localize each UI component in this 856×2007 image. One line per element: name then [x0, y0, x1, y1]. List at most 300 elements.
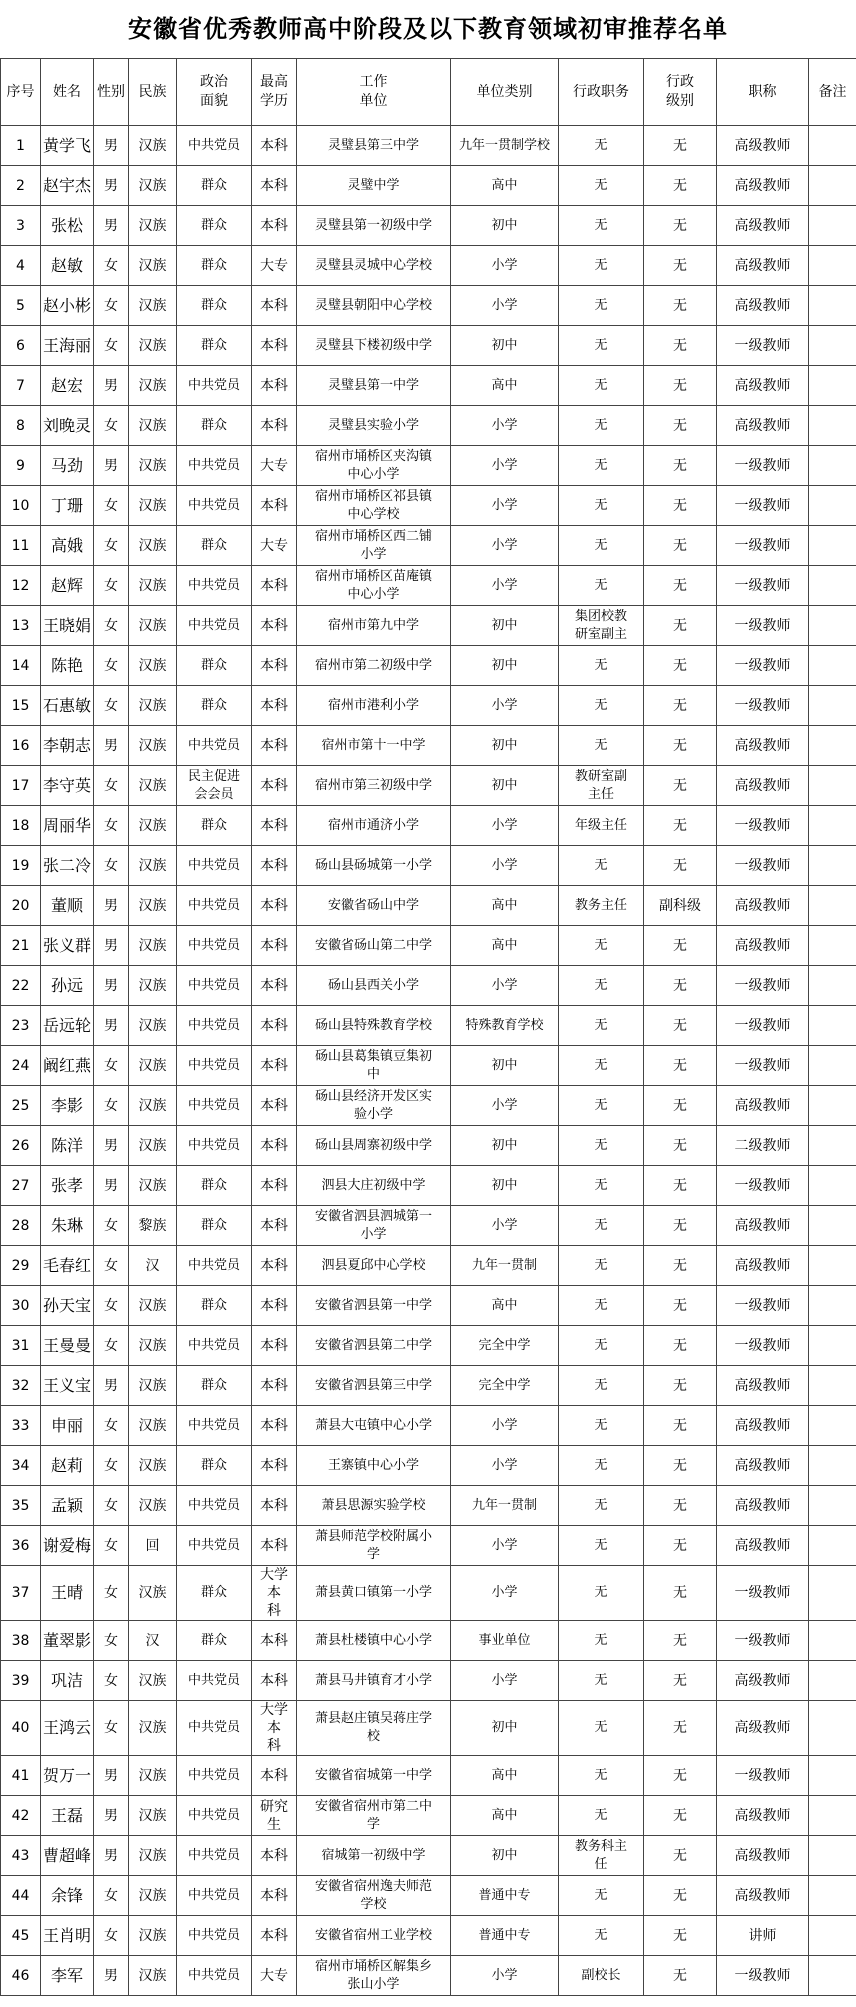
col-workplace-cell: 安徽省泗县第三中学: [297, 1366, 451, 1406]
col-gender-cell: 男: [94, 1126, 129, 1166]
col-remark-cell: [809, 1836, 856, 1876]
col-name-cell: 张孝: [41, 1166, 94, 1206]
col-admin-post-header: 行政职务: [559, 59, 644, 126]
col-index-cell: 13: [1, 606, 41, 646]
col-workplace-cell: 宿州市通济小学: [297, 806, 451, 846]
col-admin-post-cell: 无: [559, 1566, 644, 1621]
col-index-cell: 38: [1, 1621, 41, 1661]
col-education-cell: 大专: [252, 526, 297, 566]
col-unit-type-cell: 完全中学: [451, 1366, 559, 1406]
col-admin-level-cell: 无: [644, 1836, 717, 1876]
col-gender-cell: 女: [94, 286, 129, 326]
col-remark-cell: [809, 1756, 856, 1796]
col-index-cell: 15: [1, 686, 41, 726]
col-index-cell: 25: [1, 1086, 41, 1126]
col-title-cell: 一级教师: [717, 846, 809, 886]
col-education-cell: 本科: [252, 646, 297, 686]
col-admin-post-cell: 无: [559, 366, 644, 406]
col-name-cell: 刘晚灵: [41, 406, 94, 446]
col-index-cell: 2: [1, 166, 41, 206]
col-education-cell: 本科: [252, 1916, 297, 1956]
col-political-cell: 中共党员: [177, 366, 252, 406]
table-row: [1, 966, 856, 1006]
col-ethnicity-cell: 汉族: [129, 1796, 177, 1836]
col-admin-level-cell: 无: [644, 1046, 717, 1086]
col-admin-level-cell: 无: [644, 766, 717, 806]
col-index-cell: 4: [1, 246, 41, 286]
col-title-cell: 一级教师: [717, 606, 809, 646]
col-unit-type-cell: 小学: [451, 1446, 559, 1486]
col-admin-post-cell: 无: [559, 1006, 644, 1046]
col-unit-type-cell: 小学: [451, 286, 559, 326]
table-row: [1, 1701, 856, 1756]
col-name-cell: 董翠影: [41, 1621, 94, 1661]
col-political-cell: 群众: [177, 166, 252, 206]
col-education-cell: 本科: [252, 1486, 297, 1526]
table-row: [1, 326, 856, 366]
col-index-cell: 39: [1, 1661, 41, 1701]
col-gender-cell: 男: [94, 166, 129, 206]
col-index-cell: 12: [1, 566, 41, 606]
col-admin-level-cell: 无: [644, 1701, 717, 1756]
col-name-cell: 黄学飞: [41, 126, 94, 166]
col-workplace-cell: 宿州市埇桥区苗庵镇 中心小学: [297, 566, 451, 606]
col-ethnicity-cell: 汉族: [129, 126, 177, 166]
col-ethnicity-cell: 汉族: [129, 246, 177, 286]
col-political-cell: 中共党员: [177, 1246, 252, 1286]
col-index-cell: 21: [1, 926, 41, 966]
table-row: [1, 1836, 856, 1876]
col-index-cell: 8: [1, 406, 41, 446]
col-workplace-cell: 宿州市第二初级中学: [297, 646, 451, 686]
table-row: [1, 1326, 856, 1366]
teacher-table: [0, 58, 856, 1996]
col-name-cell: 石惠敏: [41, 686, 94, 726]
col-unit-type-cell: 小学: [451, 246, 559, 286]
col-political-cell: 中共党员: [177, 126, 252, 166]
col-admin-post-cell: 无: [559, 326, 644, 366]
table-row: [1, 846, 856, 886]
col-ethnicity-cell: 汉族: [129, 886, 177, 926]
col-political-cell: 中共党员: [177, 1701, 252, 1756]
col-education-cell: 本科: [252, 1526, 297, 1566]
col-admin-post-cell: 无: [559, 1486, 644, 1526]
table-row: [1, 1086, 856, 1126]
col-workplace-cell: 宿州市第三初级中学: [297, 766, 451, 806]
col-political-cell: 群众: [177, 286, 252, 326]
col-workplace-cell: 萧县思源实验学校: [297, 1486, 451, 1526]
col-name-cell: 张二冷: [41, 846, 94, 886]
col-index-cell: 7: [1, 366, 41, 406]
col-workplace-cell: 萧县师范学校附属小 学: [297, 1526, 451, 1566]
col-education-cell: 本科: [252, 1366, 297, 1406]
col-title-cell: 高级教师: [717, 1086, 809, 1126]
col-unit-type-cell: 初中: [451, 1126, 559, 1166]
col-admin-level-cell: 无: [644, 1286, 717, 1326]
col-name-cell: 王磊: [41, 1796, 94, 1836]
col-political-cell: 中共党员: [177, 1526, 252, 1566]
table-row: [1, 686, 856, 726]
col-workplace-cell: 砀山县西关小学: [297, 966, 451, 1006]
col-title-cell: 高级教师: [717, 726, 809, 766]
col-unit-type-cell: 高中: [451, 886, 559, 926]
col-admin-post-cell: 无: [559, 1286, 644, 1326]
col-ethnicity-cell: 汉族: [129, 1756, 177, 1796]
col-admin-post-cell: 无: [559, 566, 644, 606]
col-unit-type-cell: 小学: [451, 526, 559, 566]
col-index-cell: 16: [1, 726, 41, 766]
col-admin-post-cell: 无: [559, 1526, 644, 1566]
col-education-cell: 本科: [252, 606, 297, 646]
col-index-cell: 9: [1, 446, 41, 486]
col-remark-cell: [809, 1661, 856, 1701]
col-remark-cell: [809, 1566, 856, 1621]
table-row: [1, 1366, 856, 1406]
col-name-cell: 李影: [41, 1086, 94, 1126]
col-education-cell: 大专: [252, 446, 297, 486]
col-name-cell: 高娥: [41, 526, 94, 566]
col-unit-type-cell: 小学: [451, 1661, 559, 1701]
col-unit-type-cell: 小学: [451, 806, 559, 846]
table-row: [1, 1046, 856, 1086]
col-political-cell: 群众: [177, 1621, 252, 1661]
col-index-cell: 42: [1, 1796, 41, 1836]
col-unit-type-cell: 小学: [451, 1406, 559, 1446]
col-admin-post-cell: 无: [559, 1916, 644, 1956]
col-ethnicity-cell: 汉族: [129, 926, 177, 966]
col-name-cell: 余锋: [41, 1876, 94, 1916]
col-political-cell: 群众: [177, 406, 252, 446]
col-title-cell: 讲师: [717, 1916, 809, 1956]
col-admin-post-cell: 无: [559, 1326, 644, 1366]
col-gender-cell: 男: [94, 1796, 129, 1836]
table-row: [1, 526, 856, 566]
col-admin-post-cell: 无: [559, 1756, 644, 1796]
col-admin-post-cell: 无: [559, 206, 644, 246]
col-remark-cell: [809, 1406, 856, 1446]
col-gender-cell: 男: [94, 1366, 129, 1406]
col-admin-level-cell: 无: [644, 1621, 717, 1661]
col-title-cell: 高级教师: [717, 926, 809, 966]
col-workplace-cell: 灵璧县下楼初级中学: [297, 326, 451, 366]
col-ethnicity-cell: 汉族: [129, 1006, 177, 1046]
col-political-cell: 群众: [177, 206, 252, 246]
col-unit-type-cell: 高中: [451, 926, 559, 966]
col-admin-level-cell: 无: [644, 1486, 717, 1526]
col-unit-type-cell: 初中: [451, 766, 559, 806]
col-title-cell: 高级教师: [717, 1876, 809, 1916]
col-ethnicity-cell: 汉族: [129, 486, 177, 526]
col-remark-cell: [809, 406, 856, 446]
col-index-cell: 34: [1, 1446, 41, 1486]
col-admin-level-cell: 无: [644, 846, 717, 886]
table-body: [1, 126, 856, 1996]
col-workplace-cell: 萧县马井镇育才小学: [297, 1661, 451, 1701]
col-admin-post-cell: 无: [559, 726, 644, 766]
table-row: [1, 926, 856, 966]
col-gender-cell: 女: [94, 646, 129, 686]
table-row: [1, 1446, 856, 1486]
col-remark-cell: [809, 766, 856, 806]
col-ethnicity-cell: 汉族: [129, 1836, 177, 1876]
col-unit-type-cell: 初中: [451, 326, 559, 366]
col-workplace-cell: 安徽省宿州工业学校: [297, 1916, 451, 1956]
col-remark-cell: [809, 806, 856, 846]
col-admin-level-cell: 无: [644, 246, 717, 286]
col-ethnicity-cell: 汉族: [129, 1166, 177, 1206]
col-admin-level-cell: 无: [644, 366, 717, 406]
col-political-cell: 中共党员: [177, 566, 252, 606]
col-index-cell: 29: [1, 1246, 41, 1286]
col-admin-post-cell: 无: [559, 846, 644, 886]
col-political-cell: 中共党员: [177, 1756, 252, 1796]
col-name-cell: 贺万一: [41, 1756, 94, 1796]
page-title: 安徽省优秀教师高中阶段及以下教育领域初审推荐名单: [128, 15, 728, 43]
col-gender-cell: 女: [94, 246, 129, 286]
col-name-cell: 李军: [41, 1956, 94, 1996]
col-name-cell: 丁珊: [41, 486, 94, 526]
col-political-cell: 中共党员: [177, 1916, 252, 1956]
col-name-cell: 朱琳: [41, 1206, 94, 1246]
col-index-cell: 43: [1, 1836, 41, 1876]
col-index-cell: 40: [1, 1701, 41, 1756]
col-title-cell: 高级教师: [717, 246, 809, 286]
col-index-header: 序号: [1, 59, 41, 126]
col-remark-cell: [809, 1876, 856, 1916]
col-political-cell: 群众: [177, 1566, 252, 1621]
col-name-cell: 王海丽: [41, 326, 94, 366]
col-education-cell: 本科: [252, 1621, 297, 1661]
col-gender-header: 性别: [94, 59, 129, 126]
col-political-cell: 中共党员: [177, 606, 252, 646]
col-admin-level-cell: 无: [644, 1446, 717, 1486]
col-title-cell: 一级教师: [717, 1166, 809, 1206]
col-unit-type-header: 单位类别: [451, 59, 559, 126]
col-unit-type-cell: 高中: [451, 166, 559, 206]
col-political-cell: 中共党员: [177, 446, 252, 486]
col-title-cell: 一级教师: [717, 1046, 809, 1086]
col-political-cell: 中共党员: [177, 1326, 252, 1366]
col-remark-cell: [809, 326, 856, 366]
col-unit-type-cell: 事业单位: [451, 1621, 559, 1661]
col-gender-cell: 男: [94, 1836, 129, 1876]
col-workplace-cell: 砀山县葛集镇豆集初 中: [297, 1046, 451, 1086]
col-title-cell: 一级教师: [717, 1566, 809, 1621]
col-ethnicity-cell: 汉: [129, 1246, 177, 1286]
col-name-cell: 谢爱梅: [41, 1526, 94, 1566]
col-ethnicity-cell: 汉族: [129, 1566, 177, 1621]
col-education-cell: 本科: [252, 846, 297, 886]
col-gender-cell: 女: [94, 1701, 129, 1756]
table-row: [1, 1166, 856, 1206]
col-ethnicity-cell: 汉族: [129, 646, 177, 686]
col-gender-cell: 女: [94, 1046, 129, 1086]
col-admin-level-cell: 无: [644, 1956, 717, 1996]
col-admin-level-cell: 无: [644, 1006, 717, 1046]
col-title-cell: 高级教师: [717, 766, 809, 806]
col-admin-level-cell: 无: [644, 446, 717, 486]
col-workplace-cell: 灵璧县灵城中心学校: [297, 246, 451, 286]
col-index-cell: 26: [1, 1126, 41, 1166]
col-admin-level-cell: 无: [644, 686, 717, 726]
col-political-cell: 中共党员: [177, 1086, 252, 1126]
col-political-cell: 中共党员: [177, 1126, 252, 1166]
table-row: [1, 1956, 856, 1996]
col-education-cell: 本科: [252, 1086, 297, 1126]
col-title-cell: 高级教师: [717, 1526, 809, 1566]
col-admin-post-cell: 无: [559, 1796, 644, 1836]
col-title-cell: 一级教师: [717, 566, 809, 606]
col-admin-post-cell: 无: [559, 1406, 644, 1446]
col-ethnicity-cell: 汉族: [129, 526, 177, 566]
col-remark-cell: [809, 1701, 856, 1756]
col-workplace-cell: 宿州市第十一中学: [297, 726, 451, 766]
col-admin-level-cell: 无: [644, 566, 717, 606]
table-row: [1, 1796, 856, 1836]
col-political-cell: 中共党员: [177, 966, 252, 1006]
col-unit-type-cell: 初中: [451, 1701, 559, 1756]
col-workplace-cell: 灵璧中学: [297, 166, 451, 206]
col-remark-cell: [809, 566, 856, 606]
col-index-cell: 24: [1, 1046, 41, 1086]
col-index-cell: 20: [1, 886, 41, 926]
col-gender-cell: 女: [94, 1086, 129, 1126]
col-unit-type-cell: 初中: [451, 206, 559, 246]
col-unit-type-cell: 小学: [451, 1956, 559, 1996]
col-remark-cell: [809, 686, 856, 726]
col-name-cell: 巩洁: [41, 1661, 94, 1701]
col-ethnicity-cell: 汉族: [129, 846, 177, 886]
col-title-cell: 一级教师: [717, 1621, 809, 1661]
col-admin-post-cell: 无: [559, 1126, 644, 1166]
col-workplace-cell: 宿州市第九中学: [297, 606, 451, 646]
col-admin-level-cell: 无: [644, 526, 717, 566]
col-admin-level-cell: 无: [644, 406, 717, 446]
col-workplace-cell: 砀山县砀城第一小学: [297, 846, 451, 886]
col-political-cell: 中共党员: [177, 1956, 252, 1996]
col-workplace-cell: 宿州市埇桥区祁县镇 中心学校: [297, 486, 451, 526]
col-remark-cell: [809, 1796, 856, 1836]
col-admin-post-cell: 无: [559, 1046, 644, 1086]
col-gender-cell: 女: [94, 606, 129, 646]
col-remark-cell: [809, 126, 856, 166]
col-admin-post-cell: 无: [559, 1446, 644, 1486]
col-workplace-cell: 萧县杜楼镇中心小学: [297, 1621, 451, 1661]
col-name-cell: 王肖明: [41, 1916, 94, 1956]
col-workplace-cell: 宿城第一初级中学: [297, 1836, 451, 1876]
col-index-cell: 37: [1, 1566, 41, 1621]
col-name-cell: 李守英: [41, 766, 94, 806]
col-admin-post-cell: 年级主任: [559, 806, 644, 846]
col-index-cell: 35: [1, 1486, 41, 1526]
col-ethnicity-cell: 汉族: [129, 326, 177, 366]
col-ethnicity-cell: 汉族: [129, 206, 177, 246]
col-gender-cell: 女: [94, 1326, 129, 1366]
col-name-cell: 赵宏: [41, 366, 94, 406]
col-name-cell: 曹超峰: [41, 1836, 94, 1876]
col-unit-type-cell: 小学: [451, 966, 559, 1006]
col-political-cell: 群众: [177, 326, 252, 366]
col-unit-type-cell: 初中: [451, 1046, 559, 1086]
col-admin-level-cell: 无: [644, 206, 717, 246]
col-unit-type-cell: 高中: [451, 1796, 559, 1836]
col-admin-post-cell: 无: [559, 686, 644, 726]
col-education-cell: 本科: [252, 1876, 297, 1916]
col-index-cell: 11: [1, 526, 41, 566]
col-title-cell: 高级教师: [717, 1206, 809, 1246]
col-gender-cell: 女: [94, 1446, 129, 1486]
col-title-cell: 一级教师: [717, 1286, 809, 1326]
table-row: [1, 1286, 856, 1326]
col-unit-type-cell: 初中: [451, 646, 559, 686]
col-unit-type-cell: 完全中学: [451, 1326, 559, 1366]
col-unit-type-cell: 小学: [451, 486, 559, 526]
col-political-cell: 中共党员: [177, 1046, 252, 1086]
col-gender-cell: 女: [94, 1916, 129, 1956]
col-political-cell: 群众: [177, 646, 252, 686]
col-name-cell: 孙远: [41, 966, 94, 1006]
col-workplace-cell: 安徽省宿城第一中学: [297, 1756, 451, 1796]
col-education-cell: 本科: [252, 1126, 297, 1166]
col-education-cell: 本科: [252, 806, 297, 846]
col-gender-cell: 女: [94, 1566, 129, 1621]
col-index-cell: 46: [1, 1956, 41, 1996]
col-admin-level-cell: 无: [644, 126, 717, 166]
col-gender-cell: 男: [94, 1756, 129, 1796]
col-admin-post-cell: 无: [559, 1701, 644, 1756]
col-remark-cell: [809, 286, 856, 326]
col-unit-type-cell: 初中: [451, 1836, 559, 1876]
col-admin-post-cell: 无: [559, 1661, 644, 1701]
col-education-cell: 大专: [252, 246, 297, 286]
col-name-header: 姓名: [41, 59, 94, 126]
col-admin-level-cell: 无: [644, 726, 717, 766]
col-name-cell: 孙天宝: [41, 1286, 94, 1326]
col-index-cell: 32: [1, 1366, 41, 1406]
col-remark-cell: [809, 1366, 856, 1406]
col-name-cell: 毛春红: [41, 1246, 94, 1286]
col-name-cell: 张松: [41, 206, 94, 246]
col-remark-cell: [809, 966, 856, 1006]
col-admin-level-cell: 无: [644, 806, 717, 846]
col-remark-cell: [809, 1286, 856, 1326]
table-row: [1, 1126, 856, 1166]
col-title-cell: 高级教师: [717, 1701, 809, 1756]
col-name-cell: 赵敏: [41, 246, 94, 286]
table-row: [1, 446, 856, 486]
col-title-cell: 一级教师: [717, 1956, 809, 1996]
col-ethnicity-cell: 汉族: [129, 1916, 177, 1956]
col-admin-post-cell: 无: [559, 126, 644, 166]
col-admin-level-cell: 无: [644, 166, 717, 206]
col-name-cell: 马劲: [41, 446, 94, 486]
col-admin-post-cell: 无: [559, 1876, 644, 1916]
col-unit-type-cell: 初中: [451, 606, 559, 646]
col-index-cell: 6: [1, 326, 41, 366]
col-title-cell: 高级教师: [717, 1246, 809, 1286]
col-education-cell: 本科: [252, 1206, 297, 1246]
col-workplace-cell: 灵璧县第一初级中学: [297, 206, 451, 246]
col-unit-type-cell: 小学: [451, 1206, 559, 1246]
col-gender-cell: 男: [94, 926, 129, 966]
col-political-cell: 中共党员: [177, 1406, 252, 1446]
col-admin-post-cell: 无: [559, 406, 644, 446]
col-remark-cell: [809, 1246, 856, 1286]
col-admin-post-cell: 无: [559, 1166, 644, 1206]
col-admin-level-header: 行政 级别: [644, 59, 717, 126]
col-remark-cell: [809, 1166, 856, 1206]
col-gender-cell: 女: [94, 406, 129, 446]
